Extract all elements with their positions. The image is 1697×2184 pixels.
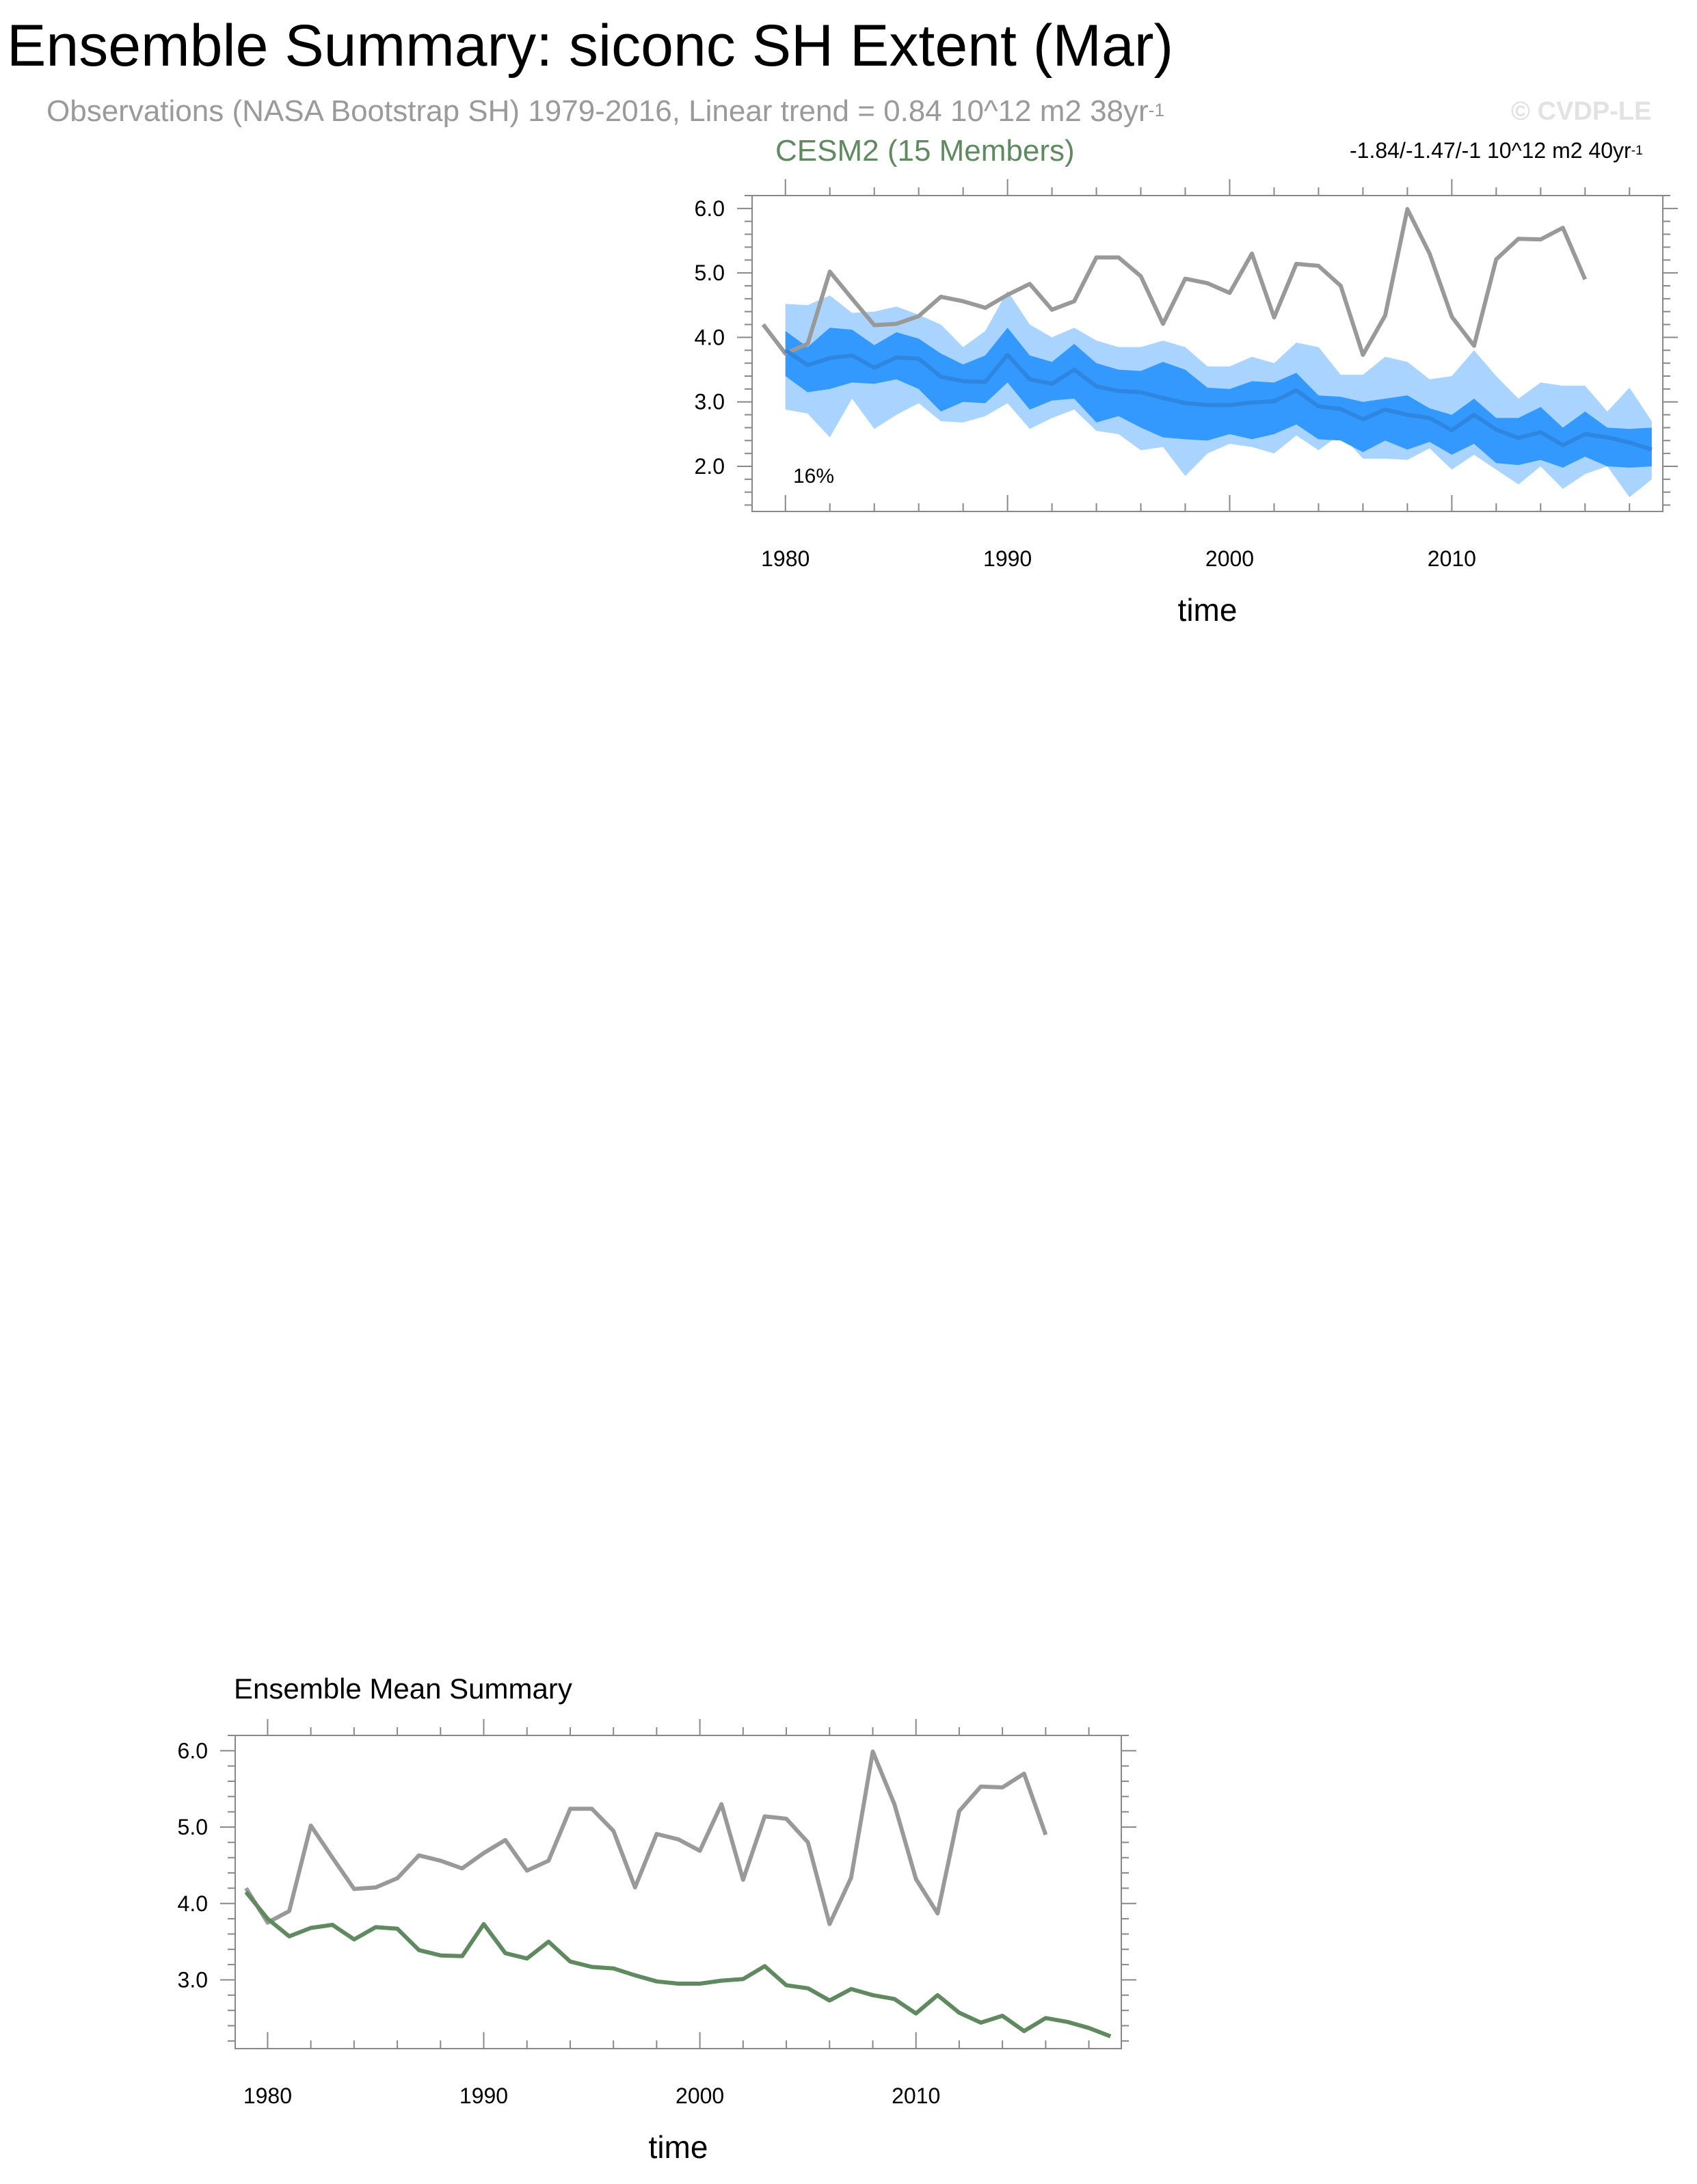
model-y-tick-label: 3.0 [694, 389, 725, 414]
model-y-tick-label: 4.0 [694, 325, 725, 350]
mean-observations-line [246, 1752, 1046, 1924]
model-y-tick-label: 5.0 [694, 261, 725, 286]
copyright-watermark: © CVDP-LE [1511, 97, 1652, 126]
model-x-axis-label: time [1177, 592, 1238, 628]
model-percent-annotation: 16% [793, 465, 835, 488]
model-trend-exponent: -1 [1631, 144, 1643, 159]
mean-chart [178, 1719, 1136, 2165]
mean-y-tick-label: 5.0 [177, 1815, 208, 1840]
mean-y-tick-label: 6.0 [177, 1738, 208, 1763]
mean-plot-frame [235, 1735, 1121, 2049]
mean-ensemble-mean-line [246, 1892, 1110, 2036]
model-x-tick-label: 2010 [1427, 546, 1476, 571]
model-chart [695, 179, 1678, 628]
model-x-tick-label: 1980 [761, 546, 810, 571]
mean-x-axis-label: time [648, 2129, 708, 2165]
observations-subtitle-text: Observations (NASA Bootstrap SH) 1979-2016, Linear trend = 0.84 10^12 m2 38yr [46, 94, 1149, 128]
observations-subtitle-exponent: -1 [1148, 100, 1165, 121]
mean-x-tick-label: 1990 [459, 2083, 509, 2108]
mean-y-tick-label: 3.0 [177, 1967, 208, 1993]
model-trend-text: -1.84/-1.47/-1 10^12 m2 40yr [1350, 138, 1631, 163]
mean-y-tick-label: 4.0 [177, 1891, 208, 1916]
page-title: Ensemble Summary: siconc SH Extent (Mar) [7, 13, 1174, 79]
model-y-tick-label: 6.0 [694, 196, 725, 221]
model-x-tick-label: 1990 [983, 546, 1032, 571]
model-x-tick-label: 2000 [1205, 546, 1255, 571]
mean-x-tick-label: 1980 [243, 2083, 293, 2108]
model-y-tick-label: 2.0 [694, 454, 725, 479]
mean-x-tick-label: 2000 [676, 2083, 725, 2108]
model-panel-title: CESM2 (15 Members) [775, 134, 1075, 168]
mean-panel-title: Ensemble Mean Summary [234, 1673, 572, 1705]
mean-x-tick-label: 2010 [892, 2083, 941, 2108]
